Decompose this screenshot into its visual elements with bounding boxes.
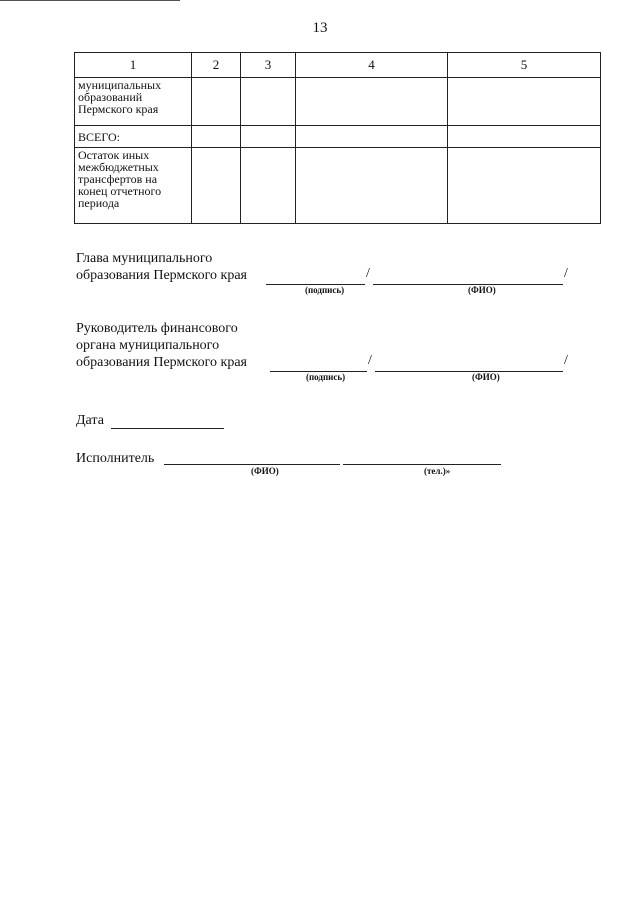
date-label: Дата	[76, 413, 104, 428]
executor-label: Исполнитель	[76, 451, 155, 466]
finance-signature-field[interactable]	[270, 358, 367, 372]
table-cell	[296, 126, 448, 148]
page-number: 13	[312, 20, 328, 36]
executor-name-caption: (ФИО)	[251, 466, 279, 476]
head-title-line2: образования Пермского края	[76, 268, 247, 283]
finance-title-line3: образования Пермского края	[76, 355, 247, 370]
table-cell	[241, 148, 296, 224]
header-row	[75, 53, 601, 78]
separator-slash: /	[368, 353, 372, 368]
table-cell	[192, 78, 241, 126]
executor-phone-caption: (тел.)»	[424, 466, 451, 476]
col-header-1: 1	[75, 53, 192, 78]
table-row	[75, 78, 601, 126]
table-row	[75, 148, 601, 224]
separator-slash: /	[366, 266, 370, 281]
top-rule	[0, 0, 180, 1]
col-header-5: 5	[448, 53, 601, 78]
table-cell	[448, 126, 601, 148]
head-name-field[interactable]	[373, 271, 563, 285]
col-header-2: 2	[192, 53, 241, 78]
table-row	[75, 126, 601, 148]
table-cell	[296, 78, 448, 126]
table-cell	[192, 148, 241, 224]
separator-slash: /	[564, 266, 568, 281]
finance-name-field[interactable]	[375, 358, 563, 372]
executor-name-field[interactable]	[164, 451, 340, 465]
table-cell	[448, 78, 601, 126]
table-cell	[448, 148, 601, 224]
head-signature-field[interactable]	[266, 271, 365, 285]
row-label: муниципальных образований Пермского края	[75, 78, 192, 126]
table-cell	[296, 148, 448, 224]
signature-caption: (подпись)	[306, 372, 346, 382]
row-label: Остаток иных межбюджетных трансфертов на конец отчетного периода	[75, 148, 192, 224]
row-label: ВСЕГО:	[75, 126, 192, 148]
date-field[interactable]	[111, 415, 224, 429]
separator-slash: /	[564, 353, 568, 368]
col-header-3: 3	[241, 53, 296, 78]
report-table	[74, 52, 601, 224]
name-caption: (ФИО)	[472, 372, 500, 382]
signature-caption: (подпись)	[305, 285, 345, 295]
executor-phone-field[interactable]	[343, 451, 501, 465]
name-caption: (ФИО)	[468, 285, 496, 295]
finance-title-line1: Руководитель финансового	[76, 321, 238, 336]
table-cell	[241, 78, 296, 126]
col-header-4: 4	[296, 53, 448, 78]
table-cell	[192, 126, 241, 148]
table-cell	[241, 126, 296, 148]
finance-title-line2: органа муниципального	[76, 338, 220, 353]
head-title-line1: Глава муниципального	[76, 251, 213, 266]
